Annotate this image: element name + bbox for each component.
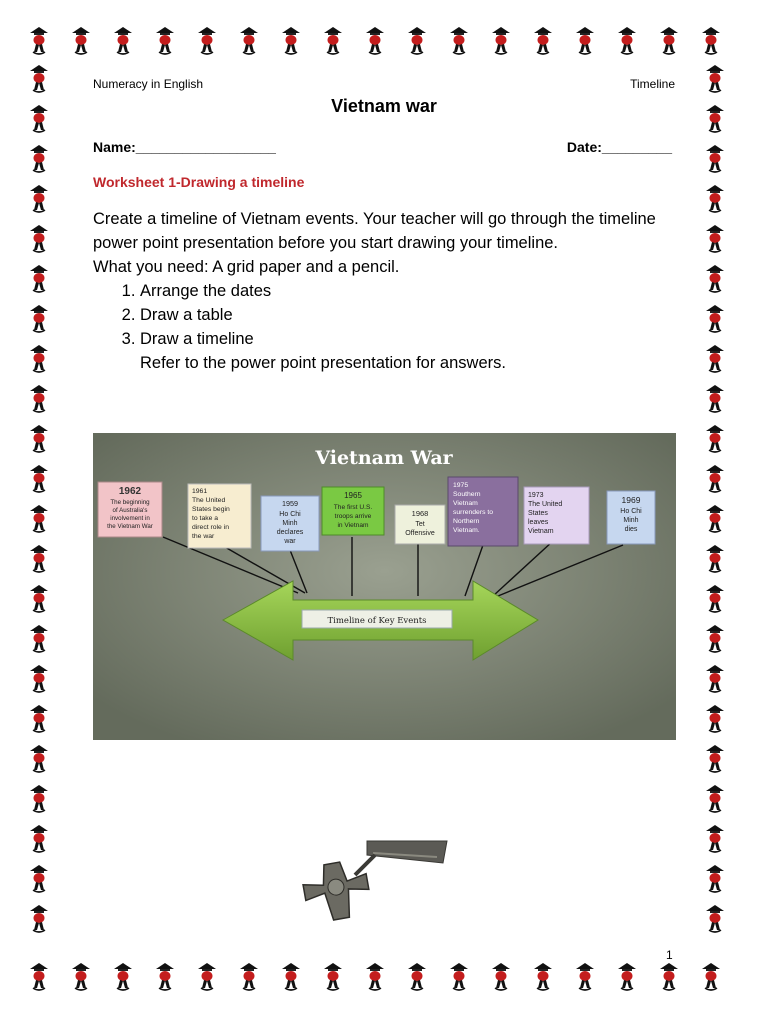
date-field: Date:_________ (566, 139, 672, 155)
timeline-card (188, 484, 251, 548)
name-field: Name:__________________ (93, 139, 276, 155)
svg-text:Offensive: Offensive (405, 530, 435, 537)
instructions (93, 207, 693, 375)
step-item: 2. Draw a table (140, 303, 693, 327)
steps-list (93, 279, 693, 351)
timeline-card (261, 496, 319, 551)
svg-text:leaves: leaves (528, 519, 549, 526)
svg-text:Vietnam.: Vietnam. (453, 527, 480, 534)
svg-text:of Australia's: of Australia's (112, 507, 148, 514)
refer-note: Refer to the power point presentation for answers. (140, 354, 506, 372)
svg-text:in Vietnam: in Vietnam (337, 522, 369, 529)
svg-text:1959: 1959 (282, 499, 298, 508)
svg-text:troops arrive: troops arrive (334, 513, 372, 520)
svg-text:States: States (528, 510, 548, 517)
svg-text:direct role in: direct role in (192, 524, 230, 531)
svg-text:The beginning: The beginning (110, 499, 150, 506)
svg-text:Vietnam: Vietnam (528, 528, 554, 535)
svg-text:States begin: States begin (192, 506, 230, 513)
svg-text:The first U.S.: The first U.S. (333, 504, 373, 511)
svg-text:The United: The United (192, 497, 226, 504)
svg-text:the war: the war (192, 533, 215, 540)
svg-text:declares: declares (276, 529, 304, 536)
page-number: 1 (666, 948, 673, 962)
svg-text:to take a: to take a (192, 515, 219, 522)
timeline-card (98, 482, 162, 537)
svg-text:dies: dies (624, 526, 638, 533)
svg-text:The United: The United (528, 501, 563, 508)
arrow-label: Timeline of Key Events (327, 616, 427, 626)
timeline-card (607, 491, 655, 544)
header-subject: Numeracy in English (93, 77, 204, 91)
timeline-card (448, 477, 518, 546)
svg-text:involvement in: involvement in (110, 515, 150, 522)
timeline-card (395, 505, 445, 544)
svg-text:the Vietnam War: the Vietnam War (107, 523, 153, 530)
svg-text:1969: 1969 (621, 495, 641, 505)
svg-text:1973: 1973 (528, 492, 544, 499)
page-title: Vietnam war (331, 96, 437, 116)
svg-text:Southern: Southern (453, 491, 481, 498)
step-item: 3. Draw a timeline (140, 327, 693, 351)
victoria-cross-medal-icon (297, 835, 457, 932)
intro-paragraph: Create a timeline of Vietnam events. Your teacher will go through the timeline power point presentation before you start drawing your timeline. (93, 210, 656, 252)
svg-text:Ho Chi: Ho Chi (620, 508, 642, 515)
timeline-slide-image (93, 433, 676, 740)
svg-text:Minh: Minh (282, 520, 298, 527)
svg-text:1962: 1962 (118, 486, 142, 497)
svg-text:Vietnam: Vietnam (453, 500, 478, 507)
svg-text:Minh: Minh (623, 517, 639, 524)
svg-text:1975: 1975 (453, 482, 469, 489)
materials-line: What you need: A grid paper and a pencil. (93, 258, 400, 276)
slide-title: Vietnam War (315, 447, 453, 469)
worksheet-heading: Worksheet 1-Drawing a timeline (93, 174, 305, 190)
svg-text:1968: 1968 (411, 509, 429, 518)
header-topic: Timeline (630, 77, 675, 91)
svg-text:Tet: Tet (415, 521, 425, 528)
svg-text:1961: 1961 (192, 488, 208, 495)
timeline-card (524, 487, 589, 544)
svg-text:Ho Chi: Ho Chi (279, 511, 301, 518)
svg-text:surrenders to: surrenders to (453, 509, 494, 516)
step-item: 1. Arrange the dates (140, 279, 693, 303)
svg-text:1965: 1965 (344, 491, 362, 500)
svg-text:Northern: Northern (453, 518, 480, 525)
timeline-card (322, 487, 384, 535)
svg-text:war: war (284, 538, 296, 545)
